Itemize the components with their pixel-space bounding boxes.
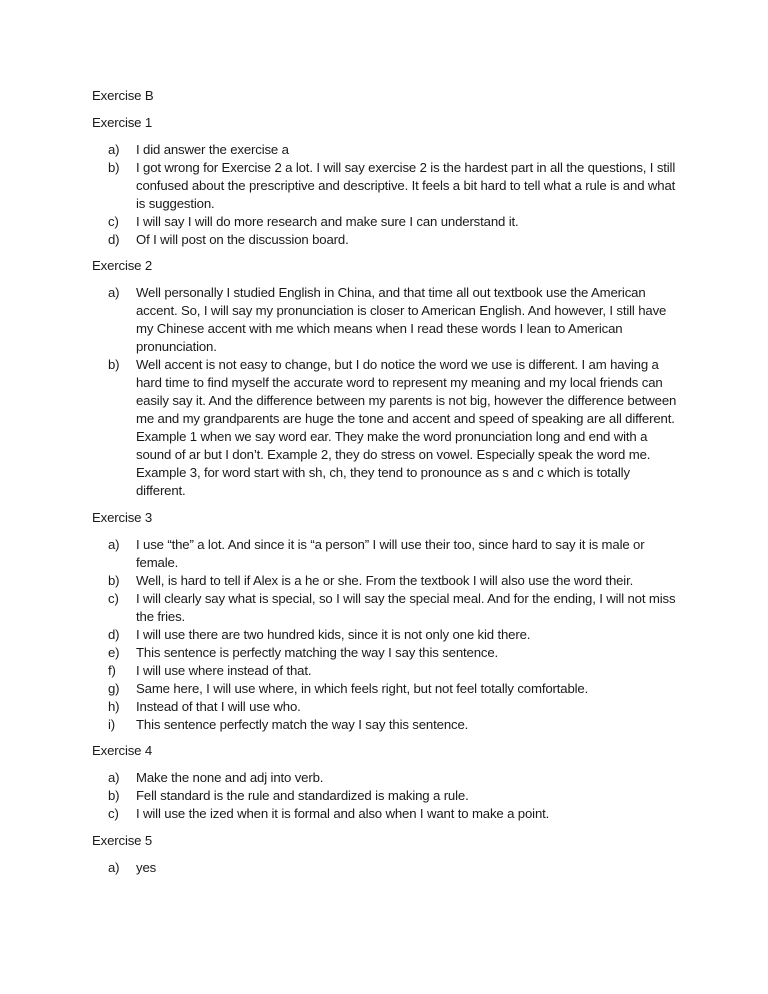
list-item [92, 284, 682, 356]
list-item-text: I will use the ized when it is formal and also when I want to make a point. [136, 806, 550, 821]
answer-list [92, 769, 682, 823]
answer-list [92, 536, 682, 734]
list-item [92, 644, 682, 662]
section-title: Exercise 1 [92, 114, 153, 130]
list-item-text: Well personally I studied English in China, and that time all out textbook use the American accent. So, I will say my pronunciation is closer to American English. And however, I still have my Chinese accent with me which means when I read these words I lean to American pronunciation. [136, 285, 667, 354]
list-item-text: Fell standard is the rule and standardized is making a rule. [136, 788, 469, 803]
list-item-text: I will say I will do more research and make sure I can understand it. [136, 213, 519, 229]
list-item [92, 769, 682, 787]
list-item-text: I did answer the exercise a [136, 141, 289, 157]
list-item-text: I use “the” a lot. And since it is “a person” I will use their too, since hard to say it is male or female. [136, 536, 645, 570]
list-marker: b) [108, 572, 120, 588]
list-item-text: Well accent is not easy to change, but I do notice the word we use is different. I am having a hard time to find myself the accurate word to represent my meaning and my local friends can easily say it. And the difference between my parents is not big, however the difference between me and my grandparents are huge the tone and accent and speed of speaking are all different. Example 1 when we say word ear. They make the word pronunciation long and end with a sound of ar but I don’t. Example 2, they do stress on vowel. Especially speak the word me. Example 3, for word start with sh, ch, they tend to pronounce as s and c which is totally different. [136, 357, 677, 498]
list-item-text: This sentence is perfectly matching the way I say this sentence. [136, 644, 499, 660]
list-item [92, 662, 682, 680]
section-exercise-2 [92, 257, 682, 500]
list-item [92, 787, 682, 805]
list-item [92, 590, 682, 626]
list-item-text: Of I will post on the discussion board. [136, 231, 349, 247]
list-item [92, 716, 682, 734]
list-marker: a) [108, 536, 120, 552]
list-item [92, 626, 682, 644]
list-item [92, 231, 682, 249]
section-exercise-3 [92, 509, 682, 734]
section-title: Exercise 2 [92, 258, 153, 273]
list-item-text: Make the none and adj into verb. [136, 770, 324, 785]
answer-list [92, 859, 682, 877]
list-item-text: Same here, I will use where, in which feels right, but not feel totally comfortable. [136, 680, 589, 696]
list-marker: b) [108, 159, 120, 175]
section-title: Exercise 3 [92, 509, 153, 525]
list-marker: d) [108, 231, 120, 247]
list-marker: c) [108, 213, 119, 229]
section-exercise-1 [92, 114, 682, 249]
list-item [92, 356, 682, 500]
list-item [92, 680, 682, 698]
list-marker: a) [108, 770, 120, 785]
section-exercise-5 [92, 832, 682, 877]
section-title: Exercise 4 [92, 743, 153, 758]
list-marker: b) [108, 788, 120, 803]
list-item [92, 159, 682, 213]
list-item [92, 698, 682, 716]
list-marker: f) [108, 662, 116, 678]
list-item-text: This sentence perfectly match the way I say this sentence. [136, 716, 469, 732]
list-marker: i) [108, 716, 116, 732]
list-item-text: Instead of that I will use who. [136, 698, 301, 714]
document-title: Exercise B [92, 88, 154, 103]
list-marker: h) [108, 698, 120, 714]
list-marker: a) [108, 285, 120, 300]
list-item-text: yes [136, 859, 157, 875]
section-title: Exercise 5 [92, 832, 153, 848]
list-marker: d) [108, 626, 120, 642]
list-item-text: I will use where instead of that. [136, 662, 312, 678]
list-marker: b) [108, 357, 120, 372]
document-page [92, 87, 682, 885]
list-item-text: I got wrong for Exercise 2 a lot. I will say exercise 2 is the hardest part in all the questions, I still confused about the prescriptive and descriptive. It feels a bit hard to tell what a rule is and what is suggestion. [136, 159, 676, 211]
list-marker: a) [108, 859, 120, 875]
list-marker: c) [108, 590, 119, 606]
list-marker: a) [108, 141, 120, 157]
list-item-text: I will use there are two hundred kids, since it is not only one kid there. [136, 626, 531, 642]
list-marker: e) [108, 644, 120, 660]
list-item [92, 141, 682, 159]
answer-list [92, 284, 682, 500]
list-item-text: I will clearly say what is special, so I will say the special meal. And for the ending, I will not miss the fries. [136, 590, 676, 624]
list-item [92, 859, 682, 877]
list-item [92, 805, 682, 823]
answer-list [92, 141, 682, 249]
list-marker: g) [108, 680, 120, 696]
list-item [92, 536, 682, 572]
list-item [92, 572, 682, 590]
list-item-text: Well, is hard to tell if Alex is a he or she. From the textbook I will also use the word their. [136, 572, 634, 588]
list-item [92, 213, 682, 231]
list-marker: c) [108, 806, 119, 821]
section-exercise-4 [92, 742, 682, 823]
